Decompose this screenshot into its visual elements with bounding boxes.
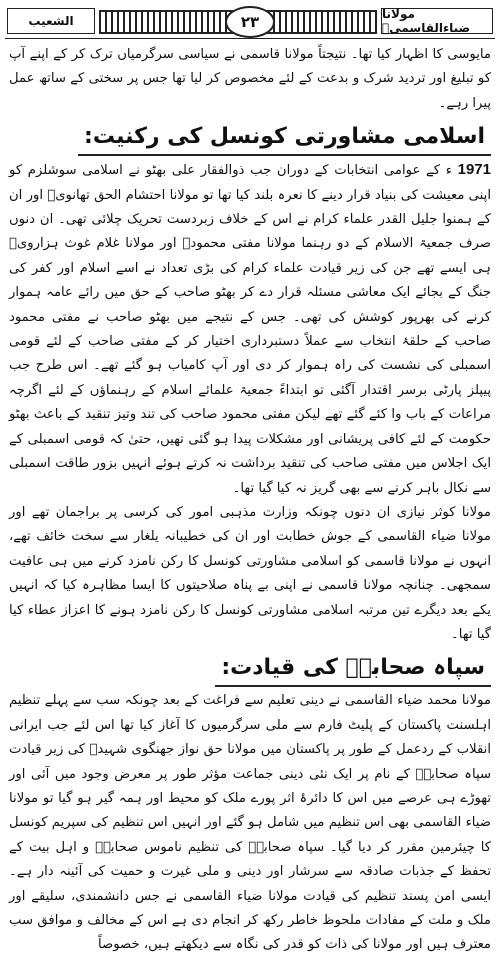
year-1971: 1971 — [457, 161, 491, 179]
section-heading-wrap — [9, 116, 491, 158]
article-title-box — [381, 8, 493, 34]
magazine-name-box — [7, 8, 95, 34]
section-heading-sipah: سپاہ صحابہؓ کی قیادت: — [215, 651, 491, 687]
article-body — [5, 39, 495, 958]
section-heading-council: اسلامی مشاورتی کونسل کی رکنیت: — [78, 120, 491, 156]
council-paragraph-2: مولانا کوثر نیازی ان دنوں چونکہ وزارت مذہبی امور کی کرسی پر براجمان تھے اور مولانا ضیاء القاسمی کے جوش خطابت اور ان کی خطیبانہ یلغار سے سخت خائف تھے، انہوں نے مولانا قاسمی کو اسلامی مشاورتی کونسل کا رکن نامزد کرنے میں ہی عافیت سمجھی۔ چنانچہ مولانا قاسمی نے اپنی بے پناہ صلاحیتوں کا ایسا مظاہرہ کیا کہ انہیں یکے بعد دیگرے تین مرتبہ اسلامی مشاورتی کونسل کا رکن نامزد ہونے کا اعزاز عطاء کیا گیا تھا۔ — [9, 504, 491, 642]
council-paragraph-1 — [9, 158, 491, 501]
section-heading-wrap — [9, 647, 491, 689]
page-number: ۲۳ — [240, 13, 260, 31]
sipah-paragraph-1: مولانا محمد ضیاء القاسمی نے دینی تعلیم سے فراغت کے بعد چونکہ سب سے پہلے تنظیم اہلسنت پاکستان کے پلیٹ فارم سے ملی سرگرمیوں کا آغاز کیا تھا اس لئے جب ایرانی انقلاب کے ردعمل کے طور پر پاکستان میں مولانا حق نواز جھنگوی شہیدؒ کی زیر قیادت سپاہ صحابہؓ کے نام پر ایک نئی دینی جماعت مؤثر طور پر معرض وجود میں آئی اور تھوڑے ہی عرصے میں اس کا دائرۂ اثر پورے ملک کو محیط اور ہمہ گیر ہو گیا تو مولانا ضیاء القاسمی بھی اس تنظیم میں شامل ہو گئے اور انہیں اس تنظیم کی سپریم کونسل کا چیئرمین مقرر کر دیا گیا۔ سپاہ صحابہؓ کی تنظیم ناموس صحابہؓ و اہل بیت کے تحفظ کے جذبات صادقہ سے سرشار اور دینی و ملی غیرت و حمیت کی آئینہ دار ہے۔ ایسی امن پسند تنظیم کی قیادت مولانا ضیاء القاسمی نے جس دانشمندی، سلیقے اور ملک و ملت کے مفادات ملحوظ خاطر رکھ کر انجام دی ہے اس کے مخالف و موافق سب معترف ہیں اور مولانا کی ذات کو قدر کی نگاہ سے دیکھتے ہیں، خصوصاً — [9, 693, 491, 953]
page-number-badge — [225, 6, 275, 38]
article-running-title: مولانا ضیاءالقاسمیؒ — [382, 7, 471, 35]
intro-paragraph: مایوسی کا اظہار کیا تھا۔ نتیجتاً مولانا قاسمی نے سیاسی سرگرمیاں ترک کر کے اپنے آپ کو تبلیغ اور تردید شرک و بدعت کے لئے مخصوص کر لیا تھا جس پر سختی کے ساتھ عمل پیرا رہے۔ — [9, 47, 491, 111]
council-paragraph-1-text: ء کے عوامی انتخابات کے دوران جب ذوالفقار علی بھٹو نے اسلامی سوشلزم کو اپنی معیشت کی بنیاد قرار دینے کا نعرہ بلند کیا تھا تو مولانا احتشام الحق تھانویؒ اور ان کے ہمنوا جلیل القدر علماء کرام نے اس کے خلاف زبردست تحریک چلائی تھی۔ ان دنوں صرف جمعیۃ الاسلام کے دو رہنما مولانا مفتی محمودؒ اور مولانا غلام غوث ہزارویؒ ہی ایسے تھے جن کی زیر قیادت علماء کرام کی بڑی تعداد نے اسے اسلام اور کفر کی جنگ کے بجائے ایک معاشی مسئلہ قرار دے کر بھٹو صاحب کے حق میں رائے عامہ ہموار کرنے کی بھرپور کوشش کی تھی۔ جس کے نتیجے میں بھٹو صاحب نے مفتی محمود صاحب کے حلقۂ انتخاب سے عملاً دستبرداری اختیار کر کے مفتی صاحب کے لئے قومی اسمبلی کی نشست کی راہ ہموار کر دی اور آپ کامیاب ہو گئے تھے۔ اس طرح جب پیپلز پارٹی برسر اقتدار آگئی تو ابتداءً جمعیۃ علمائے اسلام کے رہنماؤں کے لئے اگرچہ مراعات کے باب وا کئے گئے تھے لیکن مفتی محمود صاحب کی تند وتیز تنقید کے باعث بھٹو حکومت کے لئے کافی پریشانی اور مشکلات پیدا ہو گئی تھیں، حتیٰ کہ قومی اسمبلی کے ایک اجلاس میں مفتی صاحب کی تنقید برداشت نہ کرتے ہوئے انہیں بزور طاقت اسمبلی سے نکال باہر کرنے سے بھی گریز نہ کیا گیا تھا۔ — [9, 163, 491, 496]
magazine-name: الشعیب — [28, 14, 74, 28]
page-header — [5, 4, 495, 39]
